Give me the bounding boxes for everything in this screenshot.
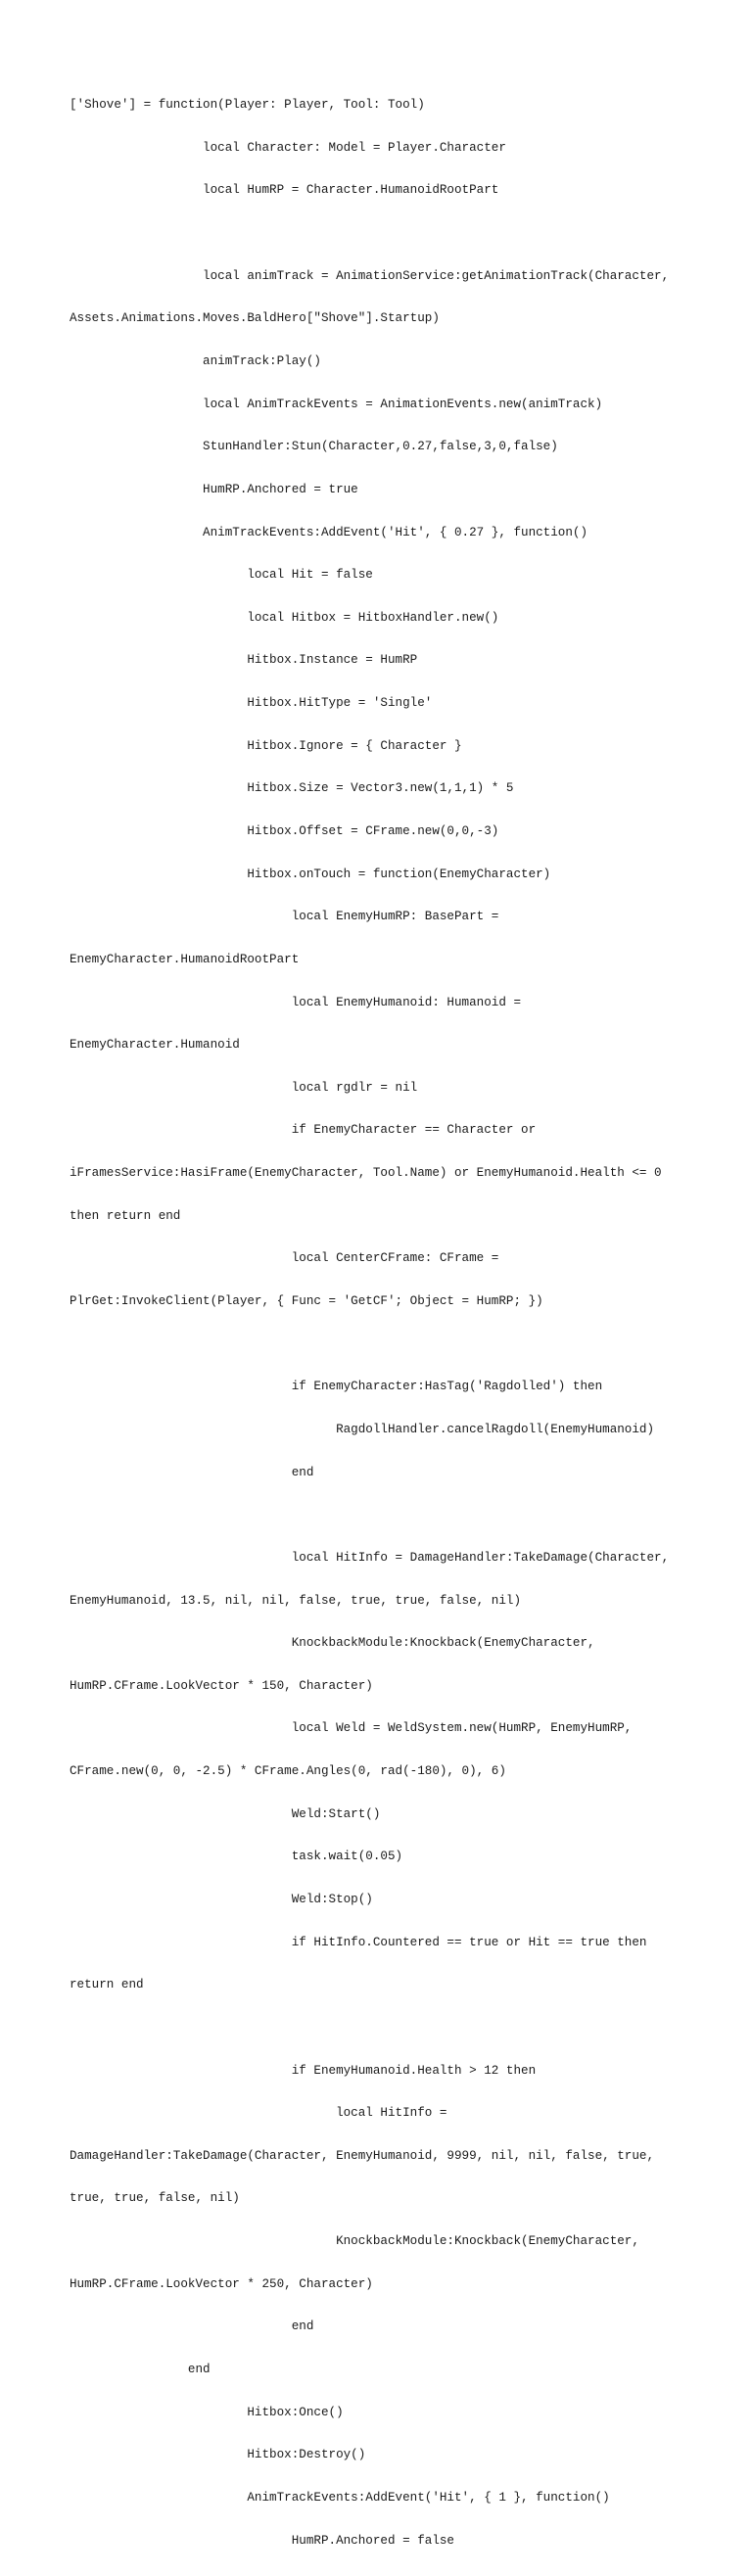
code-line: local Hit = false (70, 568, 373, 583)
code-line: EnemyHumanoid, 13.5, nil, nil, false, true, true, false, nil) (70, 1593, 522, 1608)
code-line (70, 1337, 716, 1352)
code-line: Hitbox.onTouch = function(EnemyCharacter) (70, 866, 551, 881)
code-block (70, 70, 716, 2576)
code-line: if EnemyCharacter:HasTag('Ragdolled') then (70, 1380, 603, 1394)
code-line: ['Shove'] = function(Player: Player, Tool: Tool) (70, 98, 425, 113)
code-line: end (70, 2363, 211, 2377)
code-line: Weld:Stop() (70, 1893, 373, 1906)
code-line: local Hitbox = HitboxHandler.new() (70, 610, 499, 625)
code-line: KnockbackModule:Knockback(EnemyCharacter, (70, 1636, 595, 1651)
code-line: HumRP.CFrame.LookVector * 250, Character) (70, 2276, 373, 2291)
code-line: iFramesService:HasiFrame(EnemyCharacter, Tool.Name) or EnemyHumanoid.Health <= 0 (70, 1166, 662, 1181)
code-line: EnemyCharacter.Humanoid (70, 1038, 240, 1053)
code-line: HumRP.CFrame.LookVector * 150, Character) (70, 1678, 373, 1693)
code-line: Hitbox:Once() (70, 2405, 344, 2419)
code-line: task.wait(0.05) (70, 1850, 403, 1864)
code-line: true, true, false, nil) (70, 2191, 240, 2206)
code-line (70, 226, 716, 241)
code-line: EnemyCharacter.HumanoidRootPart (70, 952, 300, 966)
code-line: end (70, 1465, 314, 1479)
code-line: AnimTrackEvents:AddEvent('Hit', { 0.27 }, function() (70, 525, 588, 539)
code-line: RagdollHandler.cancelRagdoll(EnemyHumanoid) (70, 1422, 655, 1436)
code-line: local HumRP = Character.HumanoidRootPart (70, 183, 499, 198)
code-line: local AnimTrackEvents = AnimationEvents.new(animTrack) (70, 397, 603, 411)
code-line: local CenterCFrame: CFrame = (70, 1251, 499, 1266)
code-line: if EnemyHumanoid.Health > 12 then (70, 2063, 537, 2078)
code-line: PlrGet:InvokeClient(Player, { Func = 'GetCF'; Object = HumRP; }) (70, 1294, 543, 1309)
code-line: local Character: Model = Player.Character (70, 140, 506, 155)
code-line: local EnemyHumanoid: Humanoid = (70, 995, 522, 1009)
code-line: animTrack:Play() (70, 353, 321, 368)
code-line: DamageHandler:TakeDamage(Character, EnemyHumanoid, 9999, nil, nil, false, true, (70, 2148, 655, 2163)
code-line: Hitbox.Size = Vector3.new(1,1,1) * 5 (70, 781, 514, 796)
code-line: Hitbox:Destroy() (70, 2448, 366, 2462)
code-line: Hitbox.HitType = 'Single' (70, 696, 433, 711)
code-line (70, 1508, 716, 1522)
code-line: local Weld = WeldSystem.new(HumRP, EnemyHumRP, (70, 1721, 633, 1736)
code-line: HumRP.Anchored = true (70, 482, 358, 496)
code-line: CFrame.new(0, 0, -2.5) * CFrame.Angles(0, rad(-180), 0), 6) (70, 1764, 506, 1779)
code-line: if HitInfo.Countered == true or Hit == true then (70, 1935, 647, 1949)
code-line (70, 2021, 716, 2036)
code-line: local animTrack = AnimationService:getAnimationTrack(Character, (70, 268, 670, 283)
code-line: Hitbox.Ignore = { Character } (70, 738, 462, 753)
code-line: Weld:Start() (70, 1806, 381, 1821)
code-line: end (70, 2319, 314, 2334)
code-line: StunHandler:Stun(Character,0.27,false,3,0,false) (70, 440, 558, 454)
code-line: then return end (70, 1208, 181, 1223)
code-line: local HitInfo = DamageHandler:TakeDamage(Character, (70, 1550, 670, 1565)
code-line: return end (70, 1978, 144, 1992)
code-line: if EnemyCharacter == Character or (70, 1123, 537, 1138)
code-line: local EnemyHumRP: BasePart = (70, 910, 499, 924)
code-line: Hitbox.Offset = CFrame.new(0,0,-3) (70, 823, 499, 838)
code-line: local HitInfo = (70, 2106, 447, 2121)
code-line: AnimTrackEvents:AddEvent('Hit', { 1 }, function() (70, 2490, 610, 2505)
code-line: Hitbox.Instance = HumRP (70, 653, 418, 668)
code-line: local rgdlr = nil (70, 1080, 418, 1095)
code-line: Assets.Animations.Moves.BaldHero["Shove"].Startup) (70, 311, 440, 326)
code-line: KnockbackModule:Knockback(EnemyCharacter, (70, 2234, 639, 2249)
code-line: HumRP.Anchored = false (70, 2533, 454, 2548)
